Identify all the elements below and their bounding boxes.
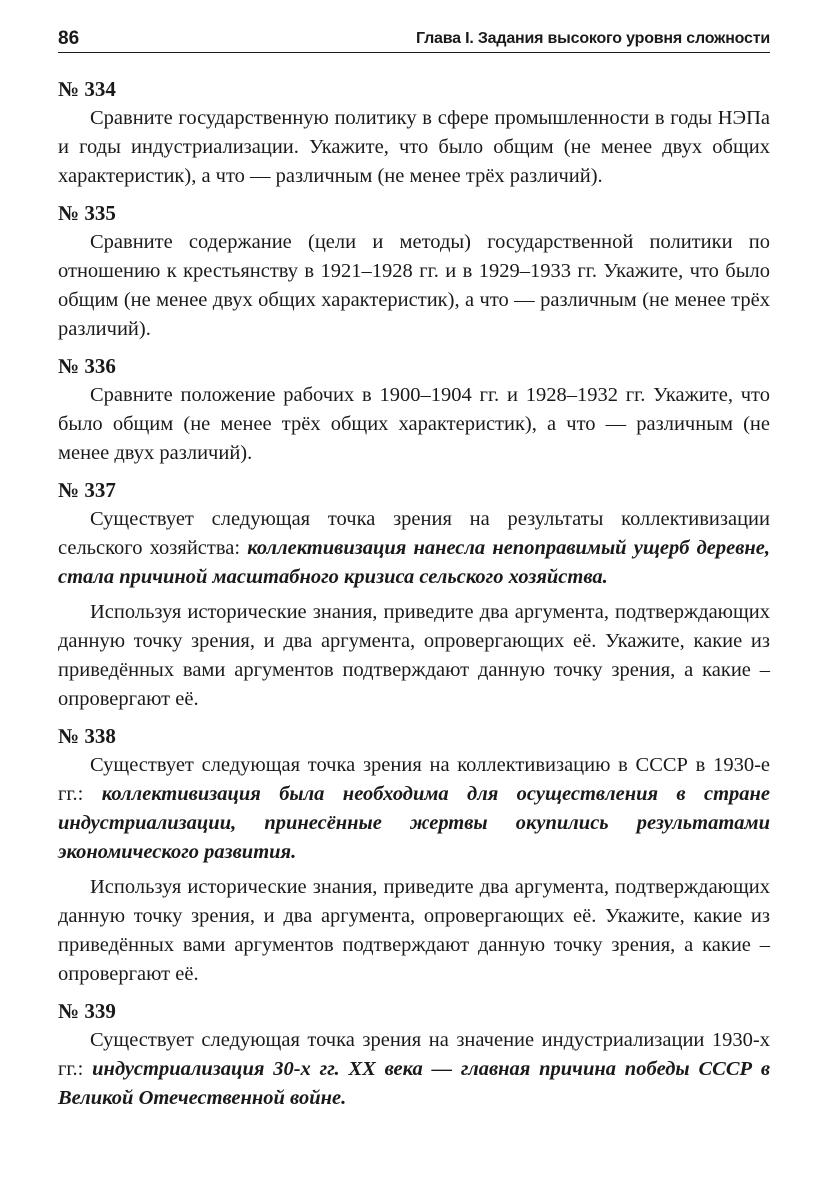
task-339 (58, 996, 770, 1113)
task-number: № 338 (58, 724, 116, 748)
task-instruction: Используя исторические знания, приведите два аргумента, подтверждающих данную точку зрения, и два аргумента, опровергающих её. Укажите, какие из приведённых вами аргументов подтверждают данную точку зрения, а какие – опровергают её. (58, 876, 770, 985)
task-text: Сравните государственную политику в сфере промышленности в годы НЭПа и годы индустриализации. Укажите, что было общим (не менее двух общих характеристик), а что — различным (не менее трёх различий). (58, 107, 770, 187)
task-number: № 334 (58, 77, 116, 101)
task-instruction: Используя исторические знания, приведите два аргумента, подтверждающих данную точку зрения, и два аргумента, опровергающих её. Укажите, какие из приведённых вами аргументов подтверждают данную точку зрения, а какие – опровергают её. (58, 601, 770, 710)
viewpoint-quote: коллективизация нанесла непоправимый ущерб деревне, стала причиной масштабного кризиса сельского хозяйства. (58, 537, 770, 588)
task-text: Существует следующая точка зрения на результаты коллективизации сельского хозяйства: коллективизация нанесла непоправимый ущерб деревне, стала причиной масштабного кризиса сельского хозяйства. (58, 508, 770, 588)
task-336 (58, 351, 770, 468)
viewpoint-quote: индустриализация 30-х гг. XX века — главная причина победы СССР в Великой Отечественной войне. (58, 1058, 771, 1109)
task-text: Существует следующая точка зрения на значение индустриализации 1930-х гг.: индустриализация 30-х гг. XX века — главная причина победы СССР в Великой Отечественной войне. (58, 1029, 771, 1109)
page-body (58, 74, 770, 1113)
page-number: 86 (58, 28, 80, 49)
task-number: № 335 (58, 201, 116, 225)
task-text: Сравните содержание (цели и методы) государственной политики по отношению к крестьянству в 1921–1928 гг. и в 1929–1933 гг. Укажите, что было общим (не менее двух общих характеристик), а что — различным (не менее трёх различий). (58, 231, 770, 340)
task-337 (58, 475, 770, 714)
task-338 (58, 721, 770, 989)
task-number: № 337 (58, 478, 116, 502)
page-header (58, 26, 770, 53)
viewpoint-quote: коллективизация была необходима для осуществления в стране индустриализации, принесённые жертвы окупились результатами экономического развития. (58, 783, 770, 863)
chapter-running-head: Глава I. Задания высокого уровня сложности (416, 30, 770, 47)
task-text: Существует следующая точка зрения на коллективизацию в СССР в 1930-е гг.: коллективизация была необходима для осуществления в стране индустриализации, принесённые жертвы окупились результатами экономического развития. (58, 754, 770, 863)
task-number: № 339 (58, 999, 116, 1023)
task-335 (58, 198, 770, 344)
task-number: № 336 (58, 354, 116, 378)
task-text: Сравните положение рабочих в 1900–1904 гг. и 1928–1932 гг. Укажите, что было общим (не менее трёх общих характеристик), а что — различным (не менее двух различий). (58, 384, 770, 464)
task-334 (58, 74, 770, 191)
